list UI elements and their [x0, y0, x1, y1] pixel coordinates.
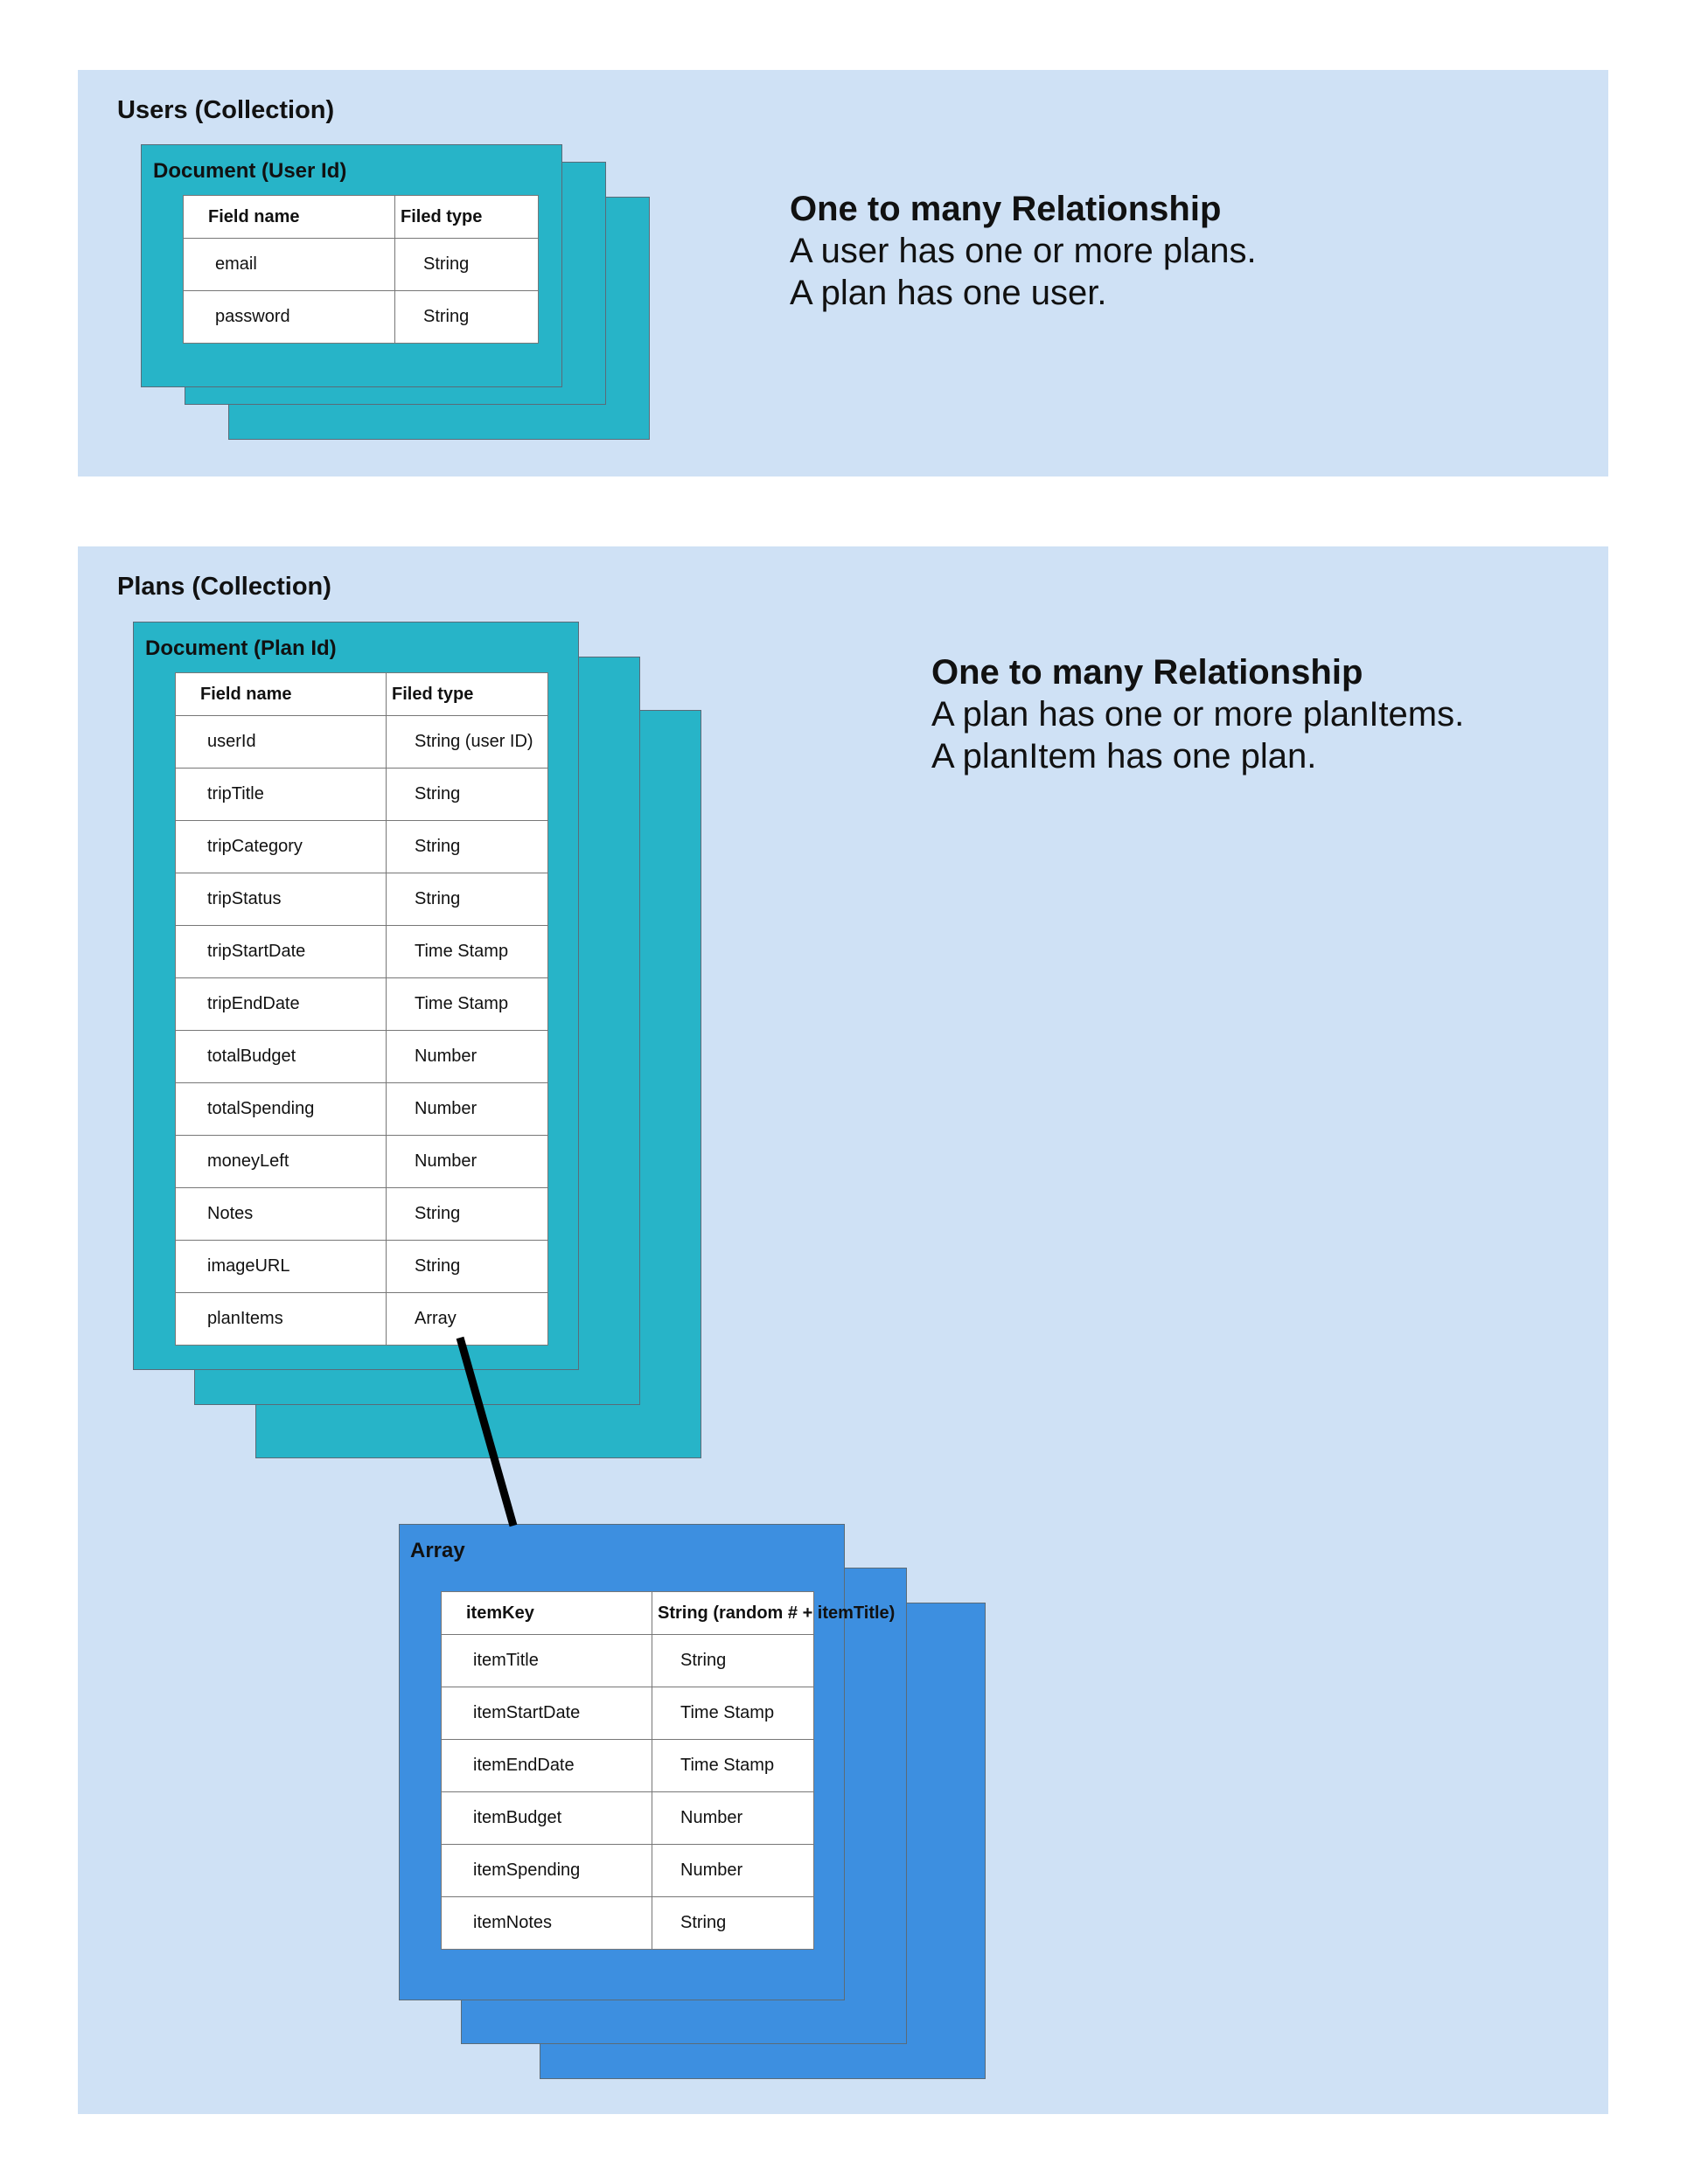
field-name-cell: itemNotes — [442, 1897, 652, 1950]
field-name-cell: tripStatus — [176, 873, 387, 926]
field-name-cell: tripCategory — [176, 821, 387, 873]
field-name-cell: itemBudget — [442, 1792, 652, 1845]
field-type-cell: Number — [387, 1083, 548, 1136]
field-type-cell: Array — [387, 1293, 548, 1346]
plan-document-title: Document (Plan Id) — [145, 636, 337, 660]
field-type-cell: Time Stamp — [652, 1687, 814, 1740]
field-name-header: itemKey — [442, 1592, 652, 1635]
field-type-cell: String — [395, 291, 539, 344]
field-name-cell: planItems — [176, 1293, 387, 1346]
field-type-cell: String — [387, 1241, 548, 1293]
field-name-cell: itemStartDate — [442, 1687, 652, 1740]
field-type-cell: Number — [387, 1136, 548, 1188]
field-type-cell: String — [395, 239, 539, 291]
field-type-cell: Number — [652, 1845, 814, 1897]
field-name-cell: Notes — [176, 1188, 387, 1241]
field-name-cell: tripStartDate — [176, 926, 387, 978]
field-type-cell: Time Stamp — [387, 926, 548, 978]
plans-collection-title: Plans (Collection) — [117, 573, 331, 601]
field-type-cell: String — [387, 873, 548, 926]
field-name-cell: tripTitle — [176, 769, 387, 821]
field-name-cell: moneyLeft — [176, 1136, 387, 1188]
relationship-title: One to many Relationship — [931, 653, 1363, 692]
relationship-line: A plan has one user. — [790, 274, 1107, 312]
relationship-title: One to many Relationship — [790, 190, 1222, 228]
field-type-cell: String (user ID) — [387, 716, 548, 769]
field-type-header: Filed type — [395, 196, 539, 239]
array-title: Array — [410, 1539, 465, 1562]
field-type-cell: String — [387, 1188, 548, 1241]
field-name-header: Field name — [184, 196, 395, 239]
field-type-cell: Time Stamp — [387, 978, 548, 1031]
field-type-cell: Number — [652, 1792, 814, 1845]
field-type-cell: String — [387, 769, 548, 821]
field-name-cell: itemEndDate — [442, 1740, 652, 1792]
field-name-cell: totalBudget — [176, 1031, 387, 1083]
connector-line — [460, 1338, 513, 1526]
relationship-line: A planItem has one plan. — [931, 737, 1317, 776]
field-name-cell: imageURL — [176, 1241, 387, 1293]
relationship-line: A plan has one or more planItems. — [931, 695, 1465, 734]
user-document-title: Document (User Id) — [153, 159, 347, 183]
field-type-cell: String — [387, 821, 548, 873]
field-name-cell: itemSpending — [442, 1845, 652, 1897]
users-collection-title: Users (Collection) — [117, 96, 335, 124]
field-type-cell: Number — [387, 1031, 548, 1083]
field-type-header: String (random # + itemTitle) — [652, 1592, 814, 1635]
relationship-line: A user has one or more plans. — [790, 232, 1257, 270]
field-name-cell: password — [184, 291, 395, 344]
field-type-cell: String — [652, 1897, 814, 1950]
field-type-header: Filed type — [387, 673, 548, 716]
field-name-cell: tripEndDate — [176, 978, 387, 1031]
field-name-cell: email — [184, 239, 395, 291]
field-name-cell: totalSpending — [176, 1083, 387, 1136]
field-name-header: Field name — [176, 673, 387, 716]
field-name-cell: itemTitle — [442, 1635, 652, 1687]
field-name-cell: userId — [176, 716, 387, 769]
field-type-cell: String — [652, 1635, 814, 1687]
field-type-cell: Time Stamp — [652, 1740, 814, 1792]
